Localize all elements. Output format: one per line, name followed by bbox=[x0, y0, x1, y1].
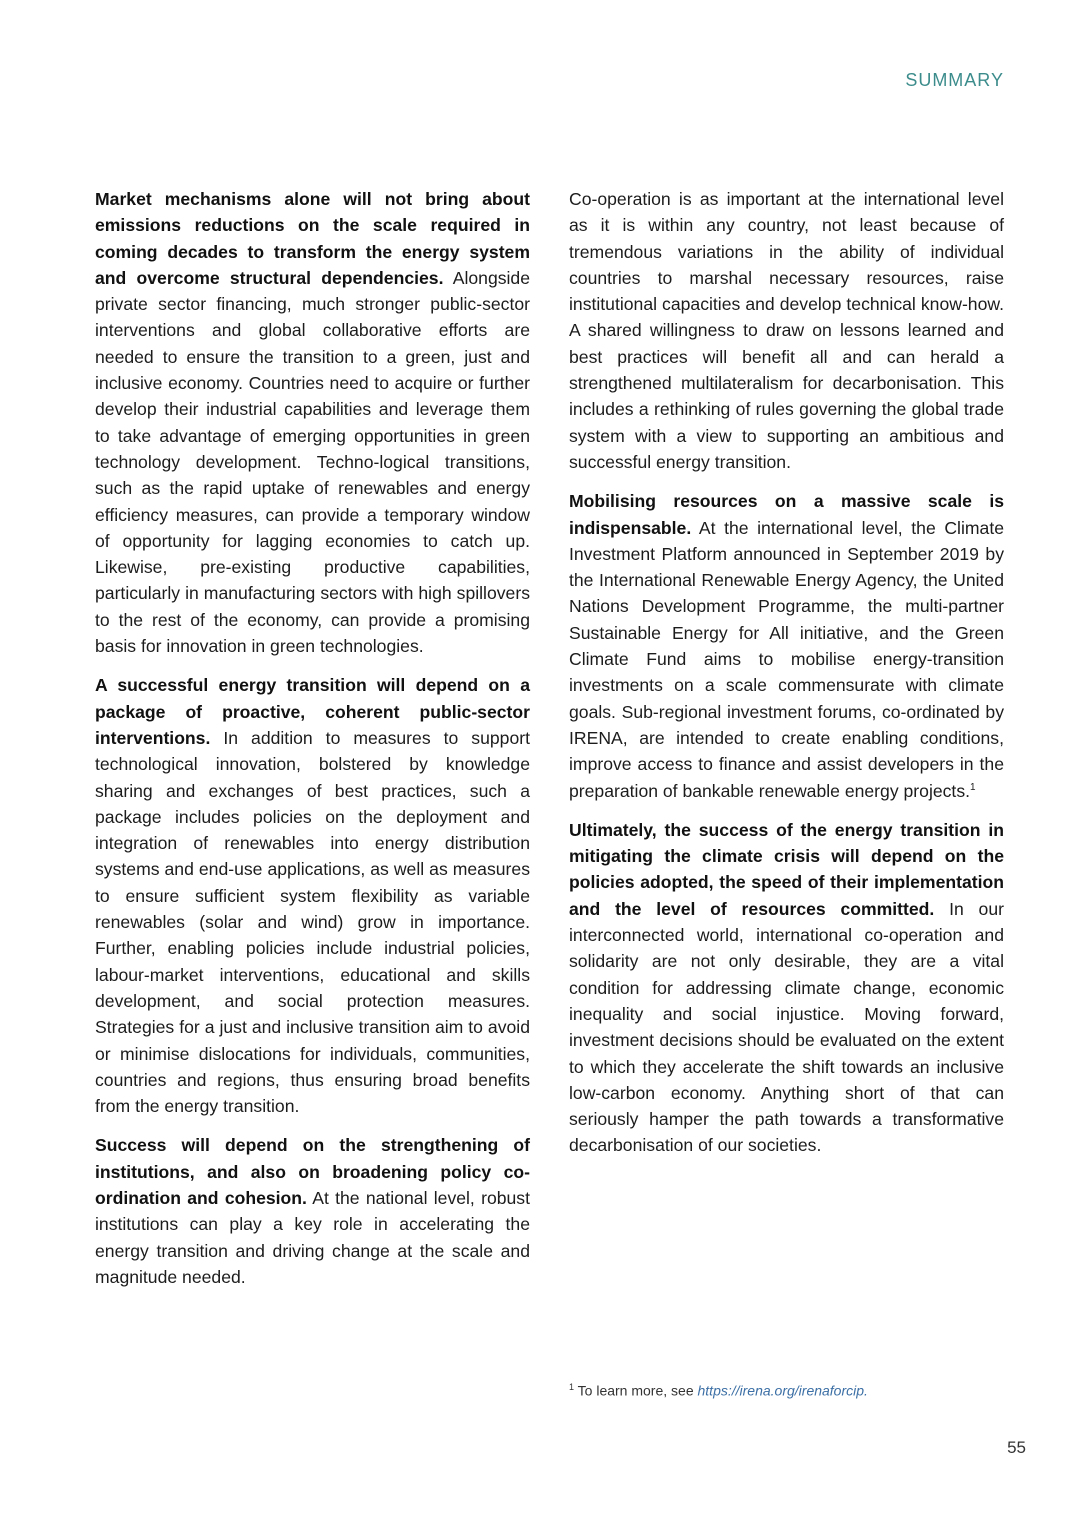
paragraph-body: At the national level, robust institutions can play a key role in accelerating the energy transition and driving change at the scale and magnitude needed. bbox=[95, 1187, 530, 1287]
paragraph bbox=[95, 1132, 530, 1290]
paragraph-lead: A successful energy transition will depend on a package of proactive, coherent public-sector interventions. bbox=[95, 675, 530, 748]
footnote bbox=[569, 1382, 1004, 1399]
page-number: 55 bbox=[1007, 1438, 1026, 1457]
paragraph bbox=[95, 186, 530, 659]
paragraph bbox=[569, 186, 1004, 475]
paragraph bbox=[569, 817, 1004, 1159]
paragraph bbox=[569, 488, 1004, 804]
paragraph-body: Alongside private sector financing, much stronger public-sector interventions and global collaborative efforts are needed to ensure the transition to a green, just and inclusive economy. Countries need to acquire or further develop their industrial capabilities and leverage them to take advantage of emerging opportunities in green technology development. Techno-logical transitions, such as the rapid uptake of renewables and energy efficiency measures, can provide a temporary window of opportunity for lagging economies to catch up. Likewise, pre-existing productive capabilities, particularly in manufacturing sectors with high spillovers to the rest of the economy, can provide a promising basis for innovation in green technologies. bbox=[95, 267, 530, 657]
paragraph-lead: Success will depend on the strengthening of institutions, and also on broadening policy co-ordination and cohesion. bbox=[95, 1135, 530, 1208]
left-column bbox=[95, 186, 530, 1303]
paragraph-lead: Mobilising resources on a massive scale is indispensable. bbox=[569, 491, 1004, 538]
paragraph-body: In our interconnected world, international co-operation and solidarity are not only desirable, they are a vital condition for addressing climate change, economic inequality and social injustice. Moving forward, investment decisions should be evaluated on the extent to which they accelerate the shift towards an inclusive low-carbon economy. Anything short of that can seriously hamper the path towards a transformative decarbonisation of our societies. bbox=[569, 898, 1004, 1156]
paragraph-lead: Ultimately, the success of the energy transition in mitigating the climate crisis will depend on the policies adopted, the speed of their implementation and the level of resources committed. bbox=[569, 819, 1004, 919]
paragraph-body: Co-operation is as important at the international level as it is within any country, not least because of tremendous variations in the ability of individual countries to marshal necessary resources, raise institutional capacities and develop technical know-how. A shared willingness to draw on lessons learned and best practices will benefit all and can herald a strengthened multilateralism for decarbonisation. This includes a rethinking of rules governing the global trade system with a view to supporting an ambitious and successful energy transition. bbox=[569, 189, 1004, 472]
paragraph-body: In addition to measures to support technological innovation, bolstered by knowledge sharing and exchanges of best practices, such a package includes policies on the deployment and integration of renewables into energy distribution systems and end-use applications, as well as measures to ensure sufficient system flexibility as variable renewables (solar and wind) grow in importance. Further, enabling policies include industrial policies, labour-market interventions, educational and skills development, and social protection measures. Strategies for a just and inclusive transition aim to avoid or minimise dislocations for individuals, communities, countries and regions, thus ensuring broad benefits from the energy transition. bbox=[95, 727, 530, 1117]
footnote-link[interactable]: https://irena.org/irenaforcip. bbox=[697, 1382, 868, 1399]
section-label: SUMMARY bbox=[905, 70, 1004, 90]
paragraph-lead: Market mechanisms alone will not bring about emissions reductions on the scale required in coming decades to transform the energy system and overcome structural dependencies. bbox=[95, 189, 530, 288]
right-column bbox=[569, 186, 1004, 1172]
footnote-ref[interactable]: 1 bbox=[970, 781, 976, 793]
paragraph-body: At the international level, the Climate Investment Platform announced in September 2019 by the International Renewable Energy Agency, the United Nations Development Programme, the multi-partner Sustainable Energy for All initiative, and the Green Climate Fund aims to mobilise energy-transition investments on a scale commensurate with climate goals. Sub-regional investment forums, co-ordinated by IRENA, are intended to create enabling conditions, improve access to finance and assist developers in the preparation of bankable renewable energy projects. bbox=[569, 517, 1004, 801]
footnote-marker: 1 bbox=[569, 1382, 575, 1392]
footnote-text: To learn more, see bbox=[577, 1382, 698, 1399]
paragraph bbox=[95, 672, 530, 1119]
